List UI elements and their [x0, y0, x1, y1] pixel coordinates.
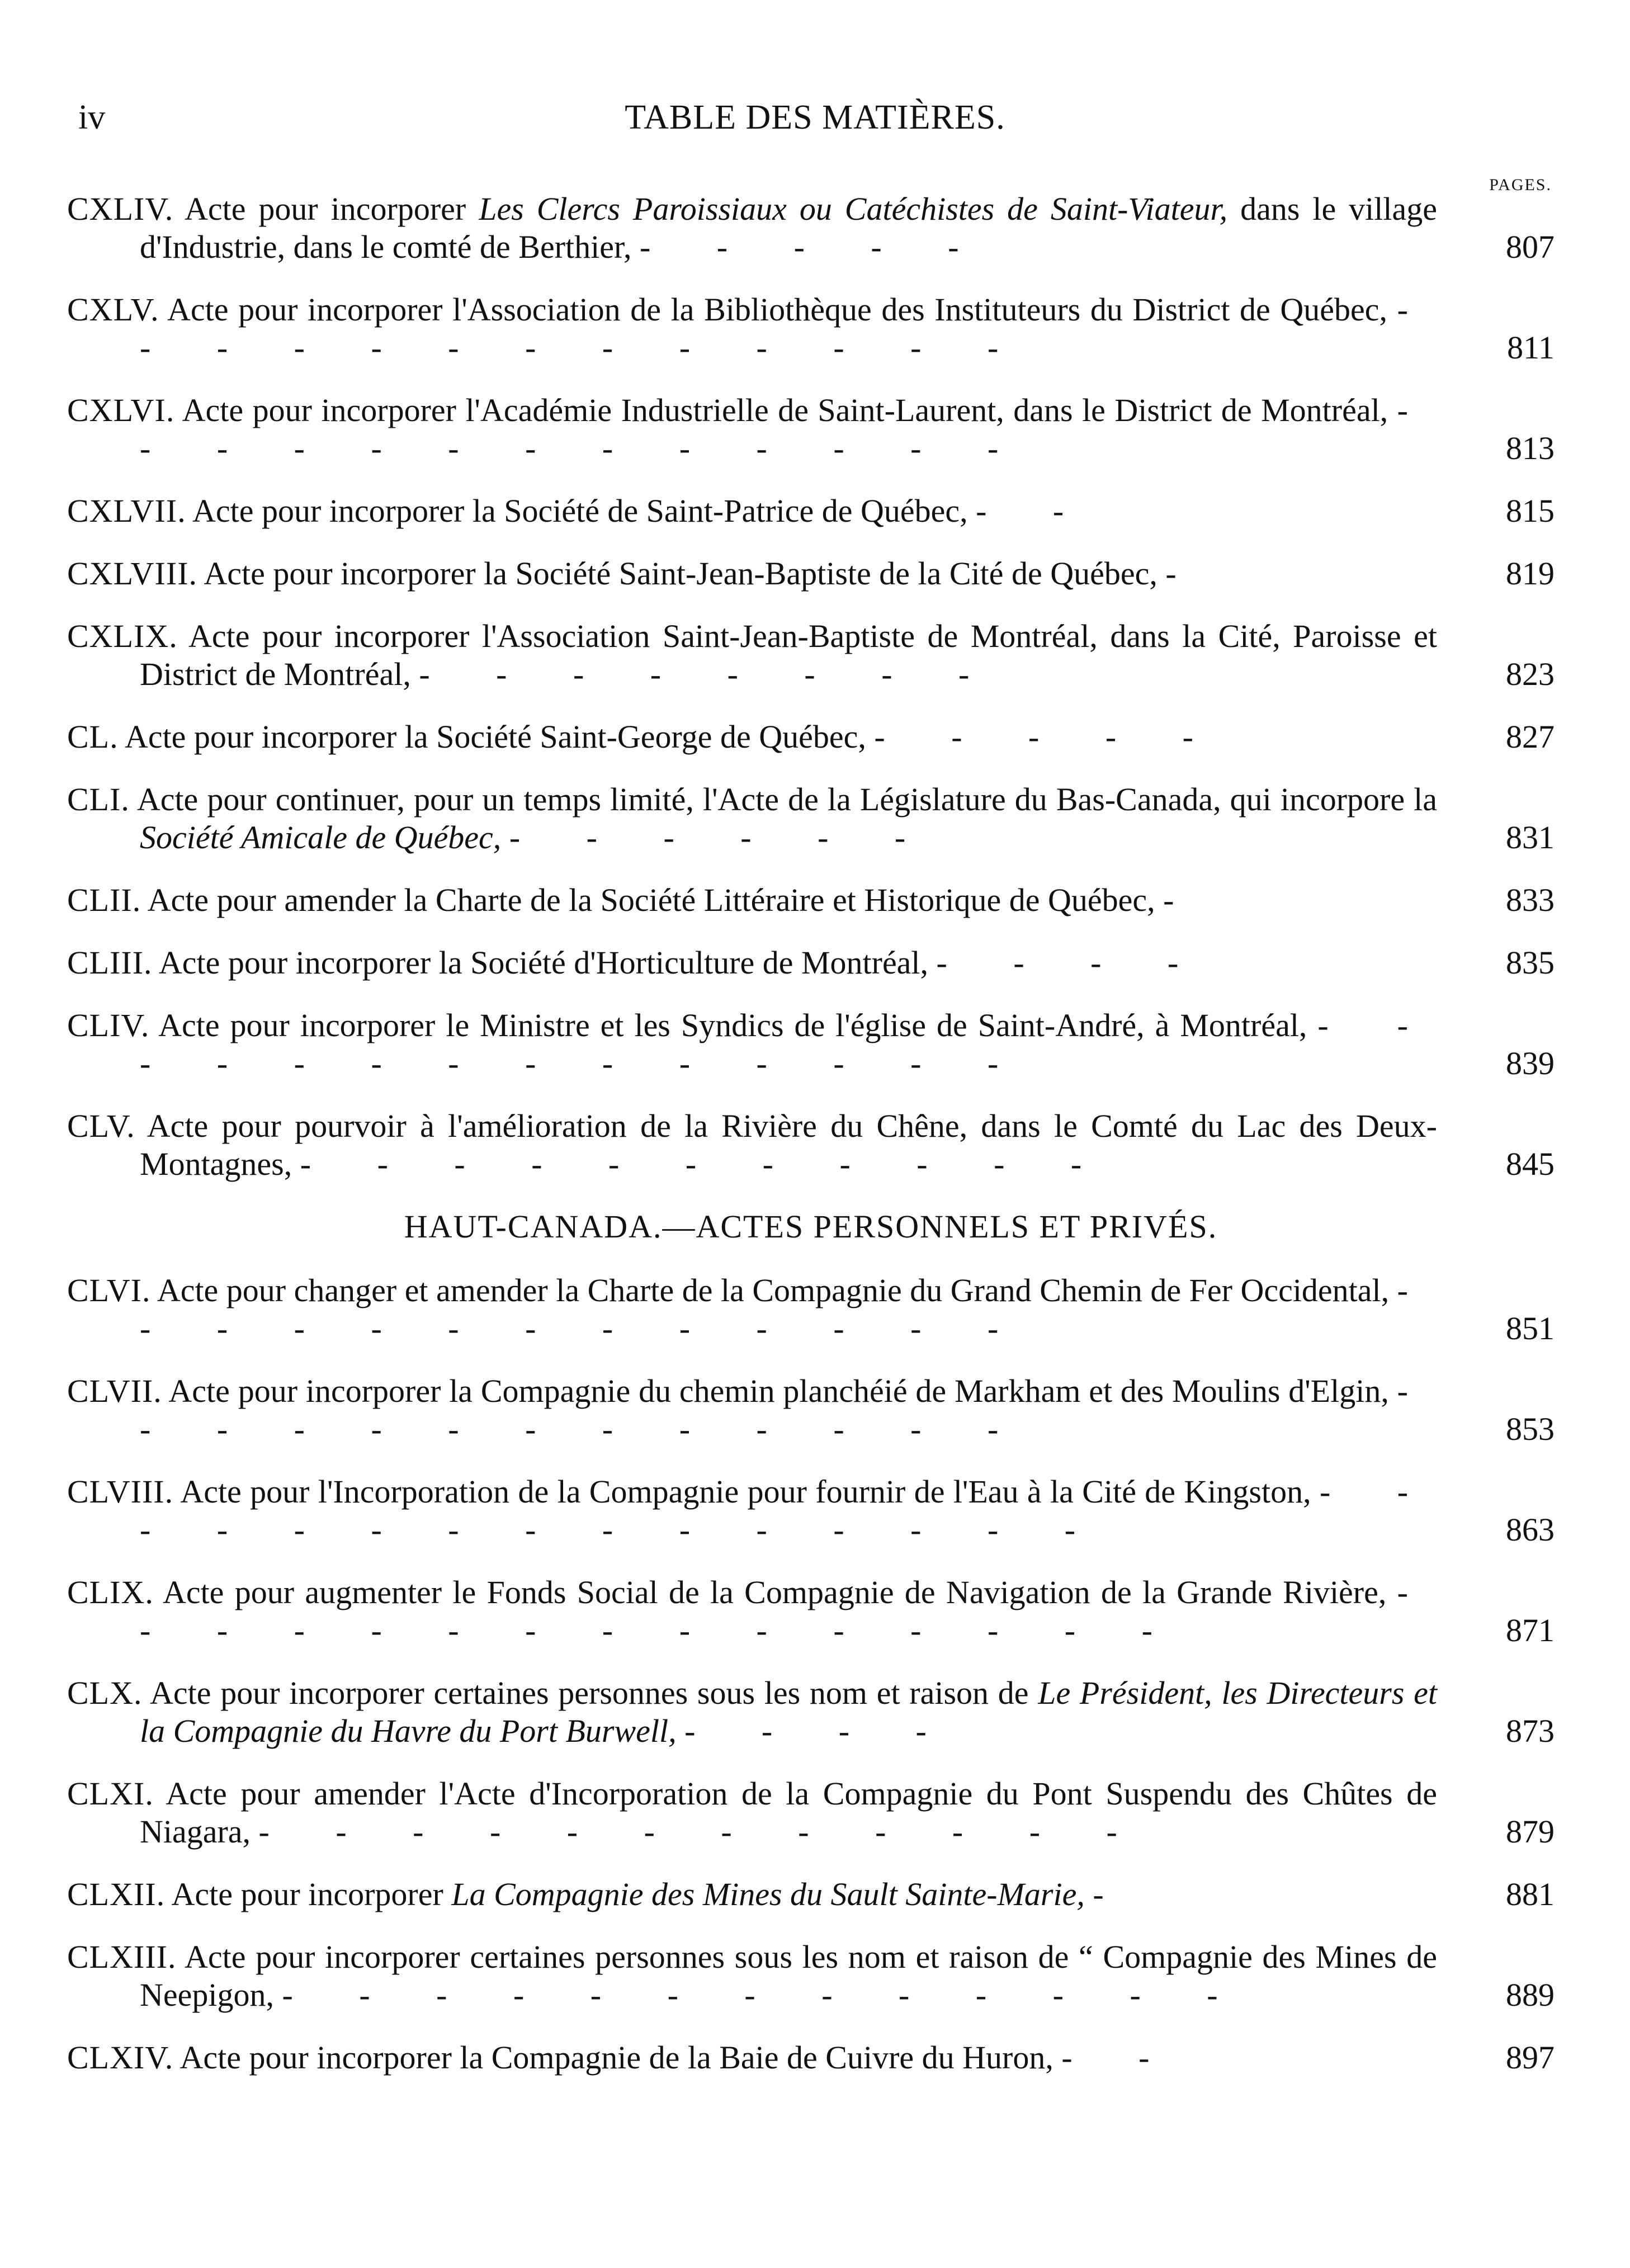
entry-title: Acte pour incorporer certaines personnes sous les nom et raison de “ Compagnie des Mines de Neepigon,: [140, 1939, 1437, 2013]
entry-page-number: 831: [1506, 819, 1555, 856]
leader-dashes: - - - - - - - - - - - - - - -: [140, 1473, 1438, 1548]
entry-page-number: 811: [1507, 329, 1555, 366]
leader-dashes: -: [1163, 882, 1203, 918]
entry-page-number: 815: [1506, 493, 1555, 529]
entry-title: Acte pour incorporer la Compagnie du chemin planchéié de Markham et des Moulins d'Elgin,: [168, 1373, 1389, 1409]
entry-page-number: 807: [1506, 229, 1555, 265]
entry-title: Acte pour incorporer: [184, 191, 479, 227]
entry-page-number: 871: [1506, 1612, 1555, 1648]
leader-dashes: - - - - - - - - - - - - -: [140, 291, 1437, 366]
entry-title: Acte pour continuer, pour un temps limité, l'Acte de la Législature du Bas-Canada, qui incorpore la: [136, 781, 1437, 818]
leader-dashes: - -: [976, 493, 1093, 529]
toc-entry: [67, 617, 1555, 693]
entry-number: CL.: [67, 719, 119, 755]
entry-title: Acte pour incorporer la Compagnie de la Baie de Cuivre du Huron,: [179, 2039, 1053, 2076]
entry-page-number: 835: [1506, 944, 1555, 981]
entry-title: Acte pour incorporer le Ministre et les Syndics de l'église de Saint-André, à Montréal,: [158, 1007, 1307, 1043]
entry-page-number: 819: [1506, 555, 1555, 592]
entry-number: CLXIV.: [67, 2039, 174, 2076]
leader-dashes: - - - - - - - - - - - - -: [282, 1977, 1247, 2013]
entry-number: CXLVIII.: [67, 555, 198, 592]
entry-title: Acte pour incorporer la Société d'Horticulture de Montréal,: [158, 944, 929, 981]
leader-dashes: - - - - - - - - - - - - - -: [140, 1007, 1437, 1081]
toc-entry: [67, 718, 1555, 756]
toc-entry: [67, 1775, 1555, 1851]
entry-title: Acte pour changer et amender la Charte de la Compagnie du Grand Chemin de Fer Occidental,: [157, 1272, 1390, 1308]
entry-title-italic: Société Amicale de Québec,: [140, 819, 502, 856]
entry-number: CXLIX.: [67, 618, 178, 654]
entry-title: Acte pour incorporer la Société Saint-Jean-Baptiste de la Cité de Québec,: [204, 555, 1157, 592]
toc-entry: [67, 1574, 1555, 1650]
entry-number: CLXI.: [67, 1775, 154, 1812]
entry-title: Acte pour amender l'Acte d'Incorporation de la Compagnie du Pont Suspendu des Chûtes de Niagara,: [140, 1775, 1437, 1850]
leader-dashes: - - - - -: [639, 229, 988, 265]
entry-title-continued: dans le village d'Industrie, dans le comté de Berthier,: [140, 191, 1437, 265]
entry-number: CLV.: [67, 1108, 135, 1144]
toc-entry: [67, 291, 1555, 367]
leader-dashes: - - - - -: [874, 719, 1222, 755]
leader-dashes: - - - - - -: [509, 819, 935, 856]
entry-number: CLII.: [67, 882, 141, 918]
toc-entry: [67, 2039, 1555, 2077]
entry-page-number: 863: [1506, 1511, 1555, 1548]
entry-title: Acte pour incorporer l'Association de la Bibliothèque des Instituteurs du District de Québec,: [167, 291, 1388, 328]
leader-dashes: - - - - - - - - - - - - -: [140, 392, 1437, 466]
entries-group-lower-canada: [67, 190, 1555, 1183]
toc-entry: [67, 1674, 1555, 1750]
toc-entry: [67, 555, 1555, 593]
entry-page-number: 827: [1506, 719, 1555, 755]
leader-dashes: - -: [1061, 2039, 1179, 2076]
toc-entry: [67, 1107, 1555, 1183]
entry-number: CXLIV.: [67, 191, 174, 227]
entry-number: CLIX.: [67, 1574, 154, 1610]
entry-title: Acte pour incorporer la Société de Saint-Patrice de Québec,: [192, 493, 968, 529]
entry-title-italic: Le Président, les Directeurs et la Compagnie du Havre du Port Burwell,: [140, 1675, 1437, 1749]
page-title: TABLE DES MATIÈRES.: [625, 98, 1005, 136]
entry-title: Acte pour incorporer la Société Saint-George de Québec,: [124, 719, 866, 755]
entry-title-italic: La Compagnie des Mines du Sault Sainte-Marie,: [451, 1876, 1085, 1912]
toc-entry: [67, 1372, 1555, 1448]
section-heading: HAUT-CANADA.—ACTES PERSONNELS ET PRIVÉS.: [404, 1208, 1218, 1245]
pages-column-label: PAGES.: [1489, 176, 1552, 194]
leader-dashes: - - - - - - - - - - - -: [258, 1813, 1146, 1850]
entry-number: CLIII.: [67, 944, 153, 981]
leader-dashes: - - - - - - - - - - -: [300, 1146, 1111, 1182]
entry-page-number: 889: [1506, 1977, 1555, 2013]
entry-number: CLXII.: [67, 1876, 166, 1912]
entry-page-number: 853: [1506, 1411, 1555, 1447]
entry-page-number: 851: [1506, 1310, 1555, 1346]
toc-entry: [67, 1473, 1555, 1549]
toc-entry: [67, 881, 1555, 919]
toc-entry: [67, 1272, 1555, 1348]
entry-number: CLVII.: [67, 1373, 162, 1409]
entry-page-number: 879: [1506, 1813, 1555, 1850]
table-of-contents: [67, 190, 1555, 2101]
entry-title: Acte pour pourvoir à l'amélioration de la Rivière du Chêne, dans le Comté du Lac des Deux-Montagnes,: [140, 1108, 1437, 1182]
toc-entry: [67, 1007, 1555, 1083]
entry-title: Acte pour l'Incorporation de la Compagnie pour fournir de l'Eau à la Cité de Kingston,: [180, 1473, 1311, 1510]
toc-entry: [67, 391, 1555, 467]
entry-page-number: 845: [1506, 1146, 1555, 1182]
entry-page-number: 839: [1506, 1045, 1555, 1081]
leader-dashes: -: [1093, 1876, 1133, 1912]
entries-group-upper-canada: [67, 1272, 1555, 2077]
entry-title-italic: Les Clercs Paroissiaux ou Catéchistes de Saint-Viateur,: [479, 191, 1228, 227]
toc-entry: [67, 492, 1555, 530]
entry-title: Acte pour incorporer certaines personnes sous les nom et raison de: [150, 1675, 1038, 1711]
entry-title: Acte pour amender la Charte de la Société Littéraire et Historique de Québec,: [147, 882, 1155, 918]
entry-number: CLXIII.: [67, 1939, 177, 1975]
leader-dashes: - - - -: [936, 944, 1208, 981]
toc-entry: [67, 190, 1555, 266]
entry-number: CXLVI.: [67, 392, 175, 428]
leader-dashes: - - - - - - - -: [419, 656, 999, 692]
toc-entry: [67, 781, 1555, 857]
page-number: iv: [78, 98, 106, 136]
entry-title: Acte pour augmenter le Fonds Social de la Compagnie de Navigation de la Grande Rivière,: [162, 1574, 1387, 1610]
entry-page-number: 833: [1506, 882, 1555, 918]
entry-page-number: 897: [1506, 2039, 1555, 2076]
entry-page-number: 813: [1506, 430, 1555, 466]
entry-title: Acte pour incorporer l'Association Saint-Jean-Baptiste de Montréal, dans la Cité, Paroisse et District de Montréal,: [140, 618, 1437, 692]
toc-entry: [67, 1875, 1555, 1913]
entry-page-number: 873: [1506, 1713, 1555, 1749]
entry-title: Acte pour incorporer l'Académie Industrielle de Saint-Laurent, dans le District de Montréal,: [182, 392, 1388, 428]
leader-dashes: - - - - - - - - - - - - -: [140, 1373, 1437, 1447]
toc-entry: [67, 1938, 1555, 2014]
entry-number: CXLV.: [67, 291, 159, 328]
entry-number: CLI.: [67, 781, 130, 818]
leader-dashes: - - - - - - - - - - - - - - -: [140, 1574, 1437, 1648]
entry-number: CLIV.: [67, 1007, 150, 1043]
entry-page-number: 881: [1506, 1876, 1555, 1912]
entry-title: Acte pour incorporer: [171, 1876, 452, 1912]
leader-dashes: -: [1165, 555, 1206, 592]
entry-number: CXLVII.: [67, 493, 186, 529]
entry-number: CLVIII.: [67, 1473, 174, 1510]
entry-number: CLX.: [67, 1675, 143, 1711]
leader-dashes: - - - - - - - - - - - - -: [140, 1272, 1437, 1346]
leader-dashes: - - - -: [684, 1713, 956, 1749]
toc-entry: [67, 944, 1555, 982]
entry-number: CLVI.: [67, 1272, 151, 1308]
entry-page-number: 823: [1506, 656, 1555, 692]
